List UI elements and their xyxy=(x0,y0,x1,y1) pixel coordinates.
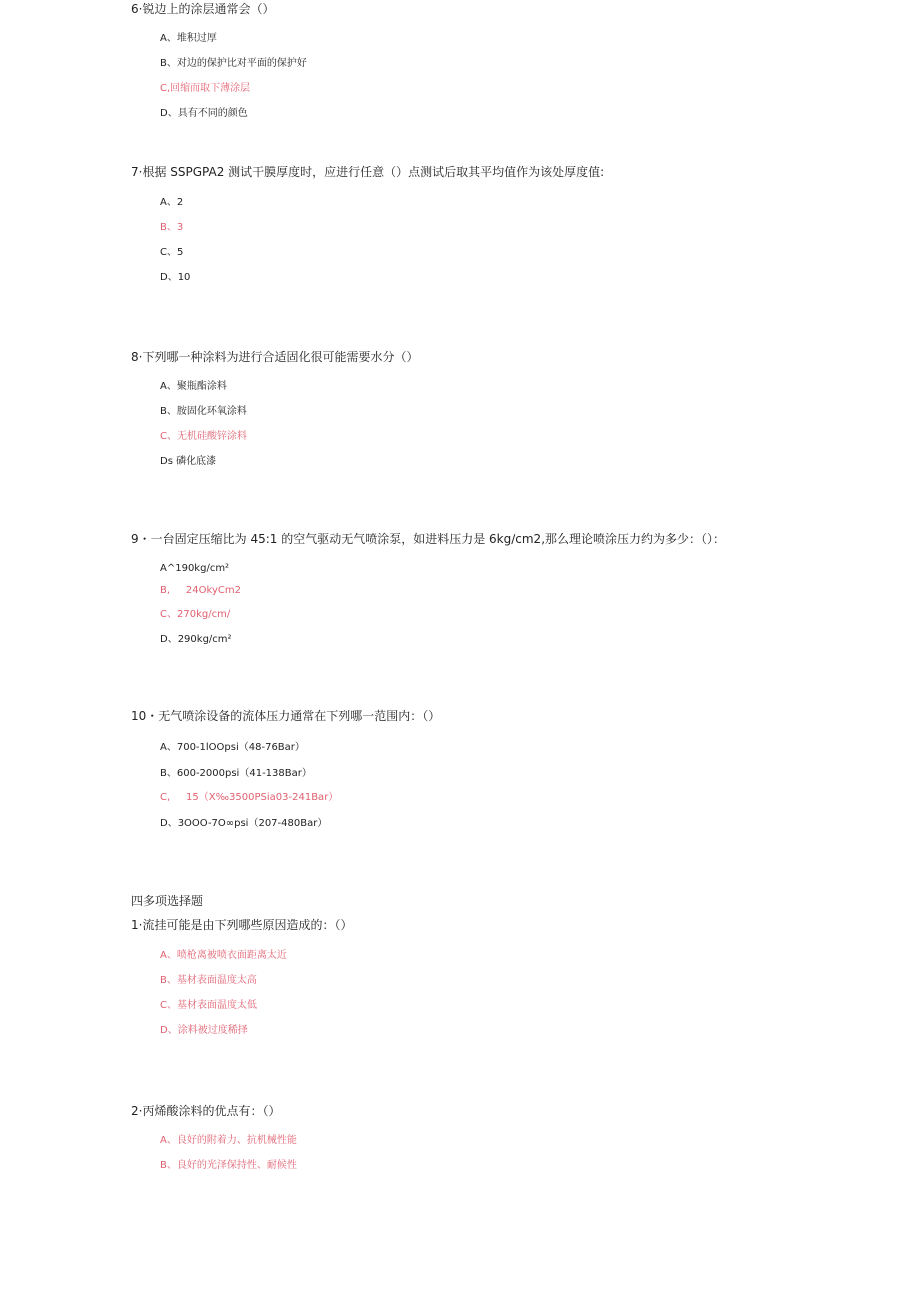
q7-option-b-answer: B、3 xyxy=(160,222,184,233)
mq1-option-c-answer: C、基材表面温度太低 xyxy=(160,1000,257,1011)
q10-option-a: A、700-1lOOpsi（48-76Bar） xyxy=(160,742,305,753)
multi-question-1: 1·流挂可能是由下列哪些原因造成的：（） xyxy=(131,918,353,932)
section-title-multiple-choice: 四多项选择题 xyxy=(131,894,204,908)
mq1-option-a-answer: A、喷枪离被喷衣面距离太近 xyxy=(160,950,287,961)
mq2-option-b-answer: B、良好的光泽保持性、耐候性 xyxy=(160,1160,297,1171)
q9-option-a: A^190kg∕cm² xyxy=(160,563,230,574)
multi-question-2: 2·丙烯酸涂料的优点有：（） xyxy=(131,1104,281,1118)
question-10: 10・无气喷涂设备的流体压力通常在下列哪一范围内：（） xyxy=(131,709,441,723)
mq2-option-a-answer: A、良好的附着力、抗机械性能 xyxy=(160,1135,297,1146)
question-6: 6·锐边上的涂层通常会（） xyxy=(131,2,275,16)
question-8: 8·下列哪一种涂料为进行合适固化很可能需要水分（） xyxy=(131,350,419,364)
q6-option-a: A、堆积过厚 xyxy=(160,33,217,44)
q10-option-c-answer: C, 15（X‰3500PSia03-241Bar） xyxy=(160,792,339,803)
question-9: 9・一台固定压缩比为 45:1 的空气驱动无气喷涂泵，如进料压力是 6kg∕cm2,那么理论喷涂压力约为多少：（）： xyxy=(131,532,726,546)
mq1-option-b-answer: B、基材表面温度太高 xyxy=(160,975,257,986)
q8-option-c-answer: C、无机硅酸锌涂料 xyxy=(160,431,247,442)
q7-option-c: C、5 xyxy=(160,247,184,258)
q6-option-c-answer: C,回缩而取下薄涂层 xyxy=(160,83,251,94)
q10-option-b: B、600-2000psi（41-138Bar） xyxy=(160,768,312,779)
q8-option-d: Ds 磷化底漆 xyxy=(160,456,217,467)
q9-option-c-answer: C、270kg∕cm∕ xyxy=(160,609,231,620)
q9-option-b-answer: B, 24OkyCm2 xyxy=(160,585,241,596)
q9-option-d: D、290kg∕cm² xyxy=(160,634,232,645)
question-7: 7·根据 SSPGPA2 测试干膜厚度时，应进行任意（）点测试后取其平均值作为该处厚度值: xyxy=(131,165,605,179)
q7-option-d: D、10 xyxy=(160,272,191,283)
q7-option-a: A、2 xyxy=(160,197,184,208)
q8-option-b: B、胺固化环氧涂料 xyxy=(160,406,247,417)
mq1-option-d-answer: D、涂料被过度稀择 xyxy=(160,1025,248,1036)
q6-option-d: D、具有不同的颜色 xyxy=(160,108,248,119)
q6-option-b: B、对边的保护比对平面的保护好 xyxy=(160,58,307,69)
q8-option-a: A、聚瓶酯涂料 xyxy=(160,381,227,392)
q10-option-d: D、3OOO-7O∞psi（207-480Bar） xyxy=(160,818,328,829)
